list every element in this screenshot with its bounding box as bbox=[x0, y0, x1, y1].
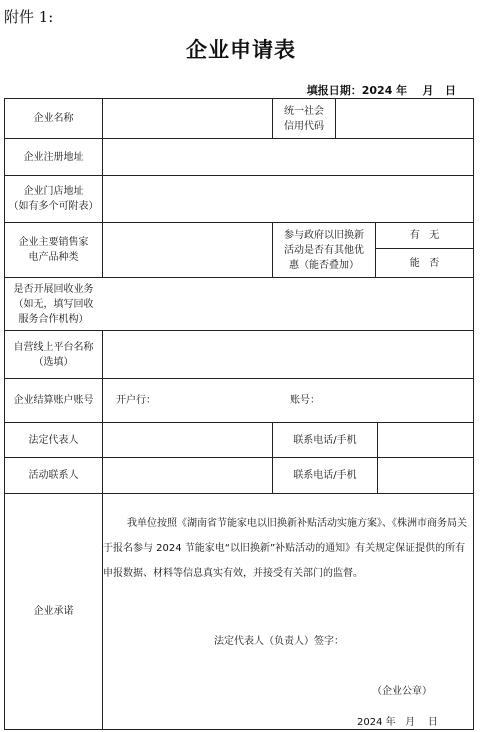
recycling-business-label: 是否开展回收业务 （如无，填写回收 服务合作机构） bbox=[13, 283, 94, 325]
online-platform-label: 自营线上平台名称 （选填） bbox=[13, 341, 94, 368]
credit-code-field[interactable] bbox=[336, 99, 473, 138]
legal-rep-label: 法定代表人 bbox=[28, 434, 79, 446]
fill-date: 填报日期：2024 年 月 日 bbox=[306, 84, 456, 97]
option-stack-or-not[interactable]: 能 否 bbox=[409, 257, 440, 269]
legal-rep-field[interactable] bbox=[103, 423, 272, 457]
company-name-label: 企业名称 bbox=[33, 113, 74, 124]
recycling-business-field[interactable] bbox=[103, 278, 473, 330]
commitment-label: 企业承诺 bbox=[33, 606, 74, 617]
main-products-label: 企业主要销售家 电产品种类 bbox=[18, 237, 89, 263]
page-title: 企业申请表 bbox=[186, 38, 296, 62]
registered-address-label: 企业注册地址 bbox=[23, 151, 84, 163]
activity-contact-phone-field[interactable] bbox=[378, 458, 473, 493]
credit-code-label: 统一社会 信用代码 bbox=[284, 105, 324, 132]
col-line bbox=[473, 98, 474, 730]
settlement-account-label: 企业结算账户账号 bbox=[13, 395, 94, 406]
registered-address-field[interactable] bbox=[103, 139, 473, 175]
legal-rep-phone-field[interactable] bbox=[378, 423, 473, 457]
store-address-label: 企业门店地址 （如有多个可附表） bbox=[8, 186, 99, 212]
commitment-text: 我单位按照《湖南省节能家电以旧换新补贴活动实施方案》、《株洲市商务局关于报名参与 2024 节能家电“以旧换新”补贴活动的通知》有关规定保证提供的所有申报数据、材料等信息真实有效，并接受有关部门的监督。 bbox=[103, 518, 467, 579]
activity-contact-phone-label: 联系电话/手机 bbox=[293, 470, 357, 481]
online-platform-field[interactable] bbox=[103, 331, 473, 378]
company-seal-line: （企业公章） bbox=[372, 686, 432, 697]
option-have-none[interactable]: 有 无 bbox=[409, 230, 440, 241]
activity-contact-field[interactable] bbox=[103, 458, 272, 493]
signature-line: 法定代表人（负责人）签字： bbox=[214, 636, 344, 647]
main-products-field[interactable] bbox=[103, 223, 272, 277]
company-name-field[interactable] bbox=[103, 99, 272, 138]
commitment-date: 2024 年 月 日 bbox=[357, 717, 438, 728]
legal-rep-phone-label: 联系电话/手机 bbox=[293, 434, 357, 446]
activity-contact-label: 活动联系人 bbox=[28, 470, 79, 481]
other-subsidy-question: 参与政府以旧换新 活动是否有其他优 惠（能否叠加） bbox=[284, 229, 364, 271]
row-line bbox=[4, 729, 474, 730]
bank-label: 开户行： bbox=[116, 395, 156, 406]
account-label: 账号： bbox=[290, 395, 320, 406]
attachment-label: 附件 1: bbox=[4, 8, 54, 26]
store-address-field[interactable] bbox=[103, 176, 473, 222]
